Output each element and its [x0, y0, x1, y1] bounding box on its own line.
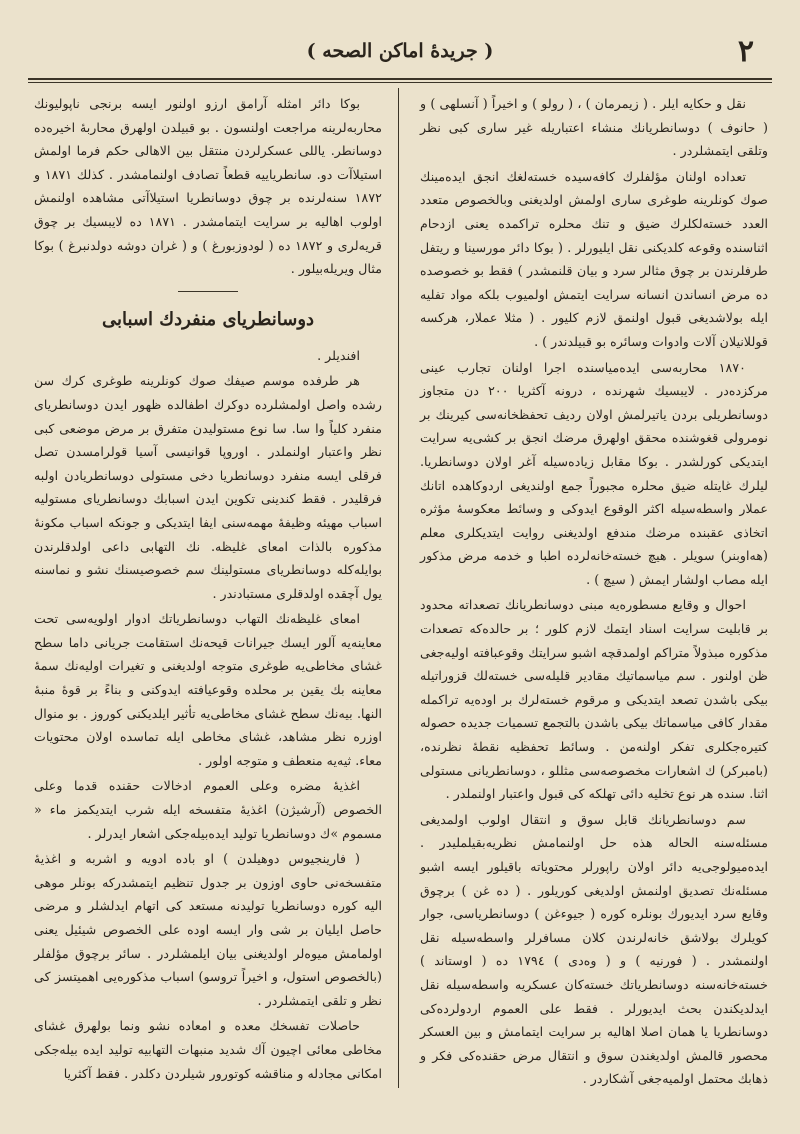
paragraph: اغذيهٔ مضره وعلى العموم ادخالات حقنده قدما وعلى الخصوص (آرشيژن) اغذيهٔ متفسخه ايله شرب ايتديكمز ماء « مسموم »ك دوسانطريا توليد ايده‌بيله‌جكى اشعار ايدرلر .: [34, 778, 382, 841]
page-number: ٢: [737, 34, 754, 69]
right-column: [420, 92, 768, 1093]
paragraph: افنديلر .: [317, 347, 360, 363]
header-rule: [28, 78, 772, 83]
paragraph: سم دوسانطريانك قابل سوق و انتقال اولوب اولمديغى مسئله‌سنه الحاله هذه حل اولنمامش نظريه‌بقيلمليدر . ايده‌ميولوجى‌يه دائر اولان راپورلر محتوياته باقيلور ايسه اشبو مسئله‌نك تصديق اولنمش اولديغى كوريلور . ( ده غن ) برچوق وقايع سرد ايديورك بونلره كوره ( جيوءغن ) دوسانطرياسى، جوار كويلرك بولاشق خانه‌لرندن كلان مسافرلر واسطه‌سيله نقل اولنمشدر . ( فورنيه ) و ( وه‌دى ) ١٧٩٤ ده ( اوستاند ) خسته‌خانه‌سنه دوسانطرياتك خسته‌كان عسكريه واسطه‌سيله نقل ايدلديكندن بحث ايديورلر . فقط على العموم اردولرده‌كى دوسانطريا یا همان اصلا اهاليه بر سرايت ايتمامش و بين العسكر محصور قالمش اولديغندن سوق و انتقال مرض حقنده‌كى فكر و ذهابك محتمل اولميه‌جغى آشكاردر .: [420, 811, 769, 1087]
paragraph: هر طرفده موسم صيفك صوك كونلرينه طوغرى كرك سن رشده واصل اولمشلرده دوكرك اطفالده ظهور ايدن دوسانطرياى منفرد كلياً وا سا. سا نوع مستوليدن متفرق بر مرض موضعى كبى نظر واعتبار اولنملدر . اوروپا قوانيسى آسيا قولرامسدن تصل فرقلى ايسه منفرد دوسانطريا دخى مستولى دوسانطريادن اولبه فرقليدر . فقط كندينى تكوين ايدن اسبابك دوسانطرياى مستوليه اسباب مهيئه وظيفهٔ مهمه‌سنى ايفا ايتديكى و جونكه اسباب مكونهٔ مذكوره بالذات امعاى غليظه. نك التهابى داعى اولدقلرندن بوايله‌كله دوسانطرياى مستولينك سم خصوصيسنك نشو و نماسنه يول آچقده اولدقلرى مستبادندر .: [34, 373, 382, 601]
paragraph: بوكا دائر امثله آرامق ارزو اولنور ايسه برنجى ناپولیونك محاربه‌لرينه مراجعت اولنسون . بو قبيلدن اولهرق محاربهٔ اخيره‌ده دوسانطر. ياللى عسكرلردن منتقل بين الاهالى حكم فرما اولمش استيلاآت دو. سانطرياييه قطعاً تصادف اولنمامشدر . كذلك ١٨٧١ و ١٨٧٢ سنه‌لرنده بر چوق دوسانطريا استيلاآتى مشاهده اولنمش اولوب اهاليه بر سرايت ايتمامشدر . ١٨٧١ ده لايبسيك بر چوق قريه‌لرى و ١٨٧٢ ده ( لودوزبورغ ) و ( غران دوشه دولدنبرغ ) بوكا مثال ويريله‌بيلور .: [34, 96, 383, 277]
page-header: [28, 30, 772, 78]
column-divider: [398, 88, 399, 1088]
paragraph: نقل و حكايه ايلر . ( زيمرمان ) ، ( رولو ) و اخيراً ( آنسلهی ) و ( حانوف ) دوسانطريانك منشاء اعتباريله غير سارى كبى نظر وتلقى ايتمشلردر .: [420, 96, 768, 159]
paragraph: ( فارينجيوس دوهيلدن ) او باده ادويه و اشربه و اغذيهٔ متفسخه‌نى حاوى اوزون بر جدول تنظيم ايتمشدركه بونلر موهى اليه كوره دوسانطريا توليدنه مستعد كى اتهام ايدلشلر و مرضى حاصل ايليان بر شى وار ايسه اوده على الخصوص شيئيل يعنى اولمامش ميوه‌لر اولديغنى بيان ايلمشلردر . سائر برچوق مؤلفلر (بالخصوص استول، و اخيراً تروسو) اسباب مذكوره‌يى اهميتسز كى نظر و تلقى ايتمشلردر .: [34, 851, 382, 1008]
paragraph: احوال و وقايع مسطوره‌يه مبنى دوسانطريانك تصعداته محدود بر قابليت سرايت اسناد ايتمك لازم كلور ؛ بر حالده‌كه تصعدات مذكوره مبذولاً متراكم اولمدقچه اشبو سرايتك وقوعبافته اوليه‌جغى ظن اولنور . سم مياسماتيك مقادير قليله‌سى خسته‌لك قزوراتيله بيكى باشدن تصعد ايتديكى و مرقوم خسته‌لرك بر اوده‌يه تراكمله مقدار كافى مياسماتك بيكى باشدن بالتجمع تسميات جديده حصوله كتيره‌جكلرى تفكر اولنه‌من . وسائط تحفظيه نقطهٔ نظرنده، (بامبركر) ك اشعارات مخصوصه‌سى مثللو ، دوسانطريانى مستولى اثنا. سنده هر نوع تخليه دائى تهلكه كى قبول واعتبار اولنملدر .: [420, 597, 768, 802]
section-separator: [178, 291, 238, 292]
paragraph: حاصلات تفسخك معده و امعاده نشو ونما بولهرق غشاى مخاطى معائى اچيون آك شديد منبهات التهابيه توليد ايده بيله‌جكى امكانى مجادله و مناقشه كوتورور شيلردن دكلدر . فقط آكثريا: [34, 1018, 382, 1081]
paragraph: امعاى غليظه‌نك التهاب دوسانطرياتك ادوار اولويه‌سى تحت معاينه‌يه آلور ايسك جيرانات قيحه‌نك استقامت جريانى داما سطح غشاى مخاطى‌يه طوغرى متوجه اولديغنى و تغيرات اوليه‌نك سمهٔ معاينه بك يقين بر محلده وقوعيافته ايدوكنى و بناءً بر قوهٔ منبهٔ النها. بيه‌نك سطح غشاى مخاطى‌يه تأثير ايلديكنى كوروز . بو منوال اوزره نظر مشاهد، غشاى مخاطى ايله تماسده اولان محتويات معاء. ثيه‌يه منعطف و متوجه اولور .: [34, 611, 382, 768]
paragraph: ١٨٧٠ محاربه‌سى ايده‌ميا‌سنده اجرا اولنان تجارب عينى مركزده‌در . لايبسيك شهرنده ، درونه آكثريا ٢٠٠ دن متجاوز دوسانطريلى بردن ياتيرلمش اولان رديف تحفظخانه‌سى كيرينك بر نومرولى قغوشنده محقق اولهرق مرضك انجق بر كشى‌يه سرايت ايتديكى كورلشدر . بوكا مقابل زياده‌سيله آغر اولان دوسانطريا. ليلرك غايتله ضيق محلره مجبوراً جمع اولنديغى اردوكاهده اتانك عملار واسطه‌سيله اكثر الوقوع ايدوكى و وسائط معكوسهٔ مؤثره اتخاذى عقبنده مرضك مندفع اولديغنى روايت ايتديكلرى معلم (هه‌اوبنر) سويلر . هيچ خسته‌خانه‌لرده اطبا و خدمه مرض مذكور ايله مصاب اولشار ايمش ( سيچ ) .: [420, 359, 768, 587]
journal-title: ( جريدهٔ اماكن الصحه ): [306, 40, 494, 62]
paragraph: تعداده اولنان مؤلفلرك كافه‌سيده خسته‌لغك انجق ايده‌مينك صوك كونلرينه طوغرى سارى اولمش اولديغنى وبالخصوص متعدد العدد خسته‌لكلرك ضيق و تنك محلره تراكمده يعنى ازدحام اثناسنده وقوعه كلديكنى نقل ايليورلر . ( بوكا دائر مورسينا و ريتفل طرفلرندن بر چوق مثالر سرد و بيان قلنمشدر ) فقط بو خصوصده ده مرض انساندن انسانه سرايت ايتمش اولميوب بلكه مواد تفليه ايله بولاشديغى قبول اولنمق لازم كليور . ( مثلا عملار، هركسه قوللانيلان آلات وادوات وسائره بو قبيلدندر ) .: [420, 168, 768, 349]
section-title: دوسانطريای منفردك اسبابى: [101, 308, 315, 330]
left-column: [34, 92, 382, 1087]
